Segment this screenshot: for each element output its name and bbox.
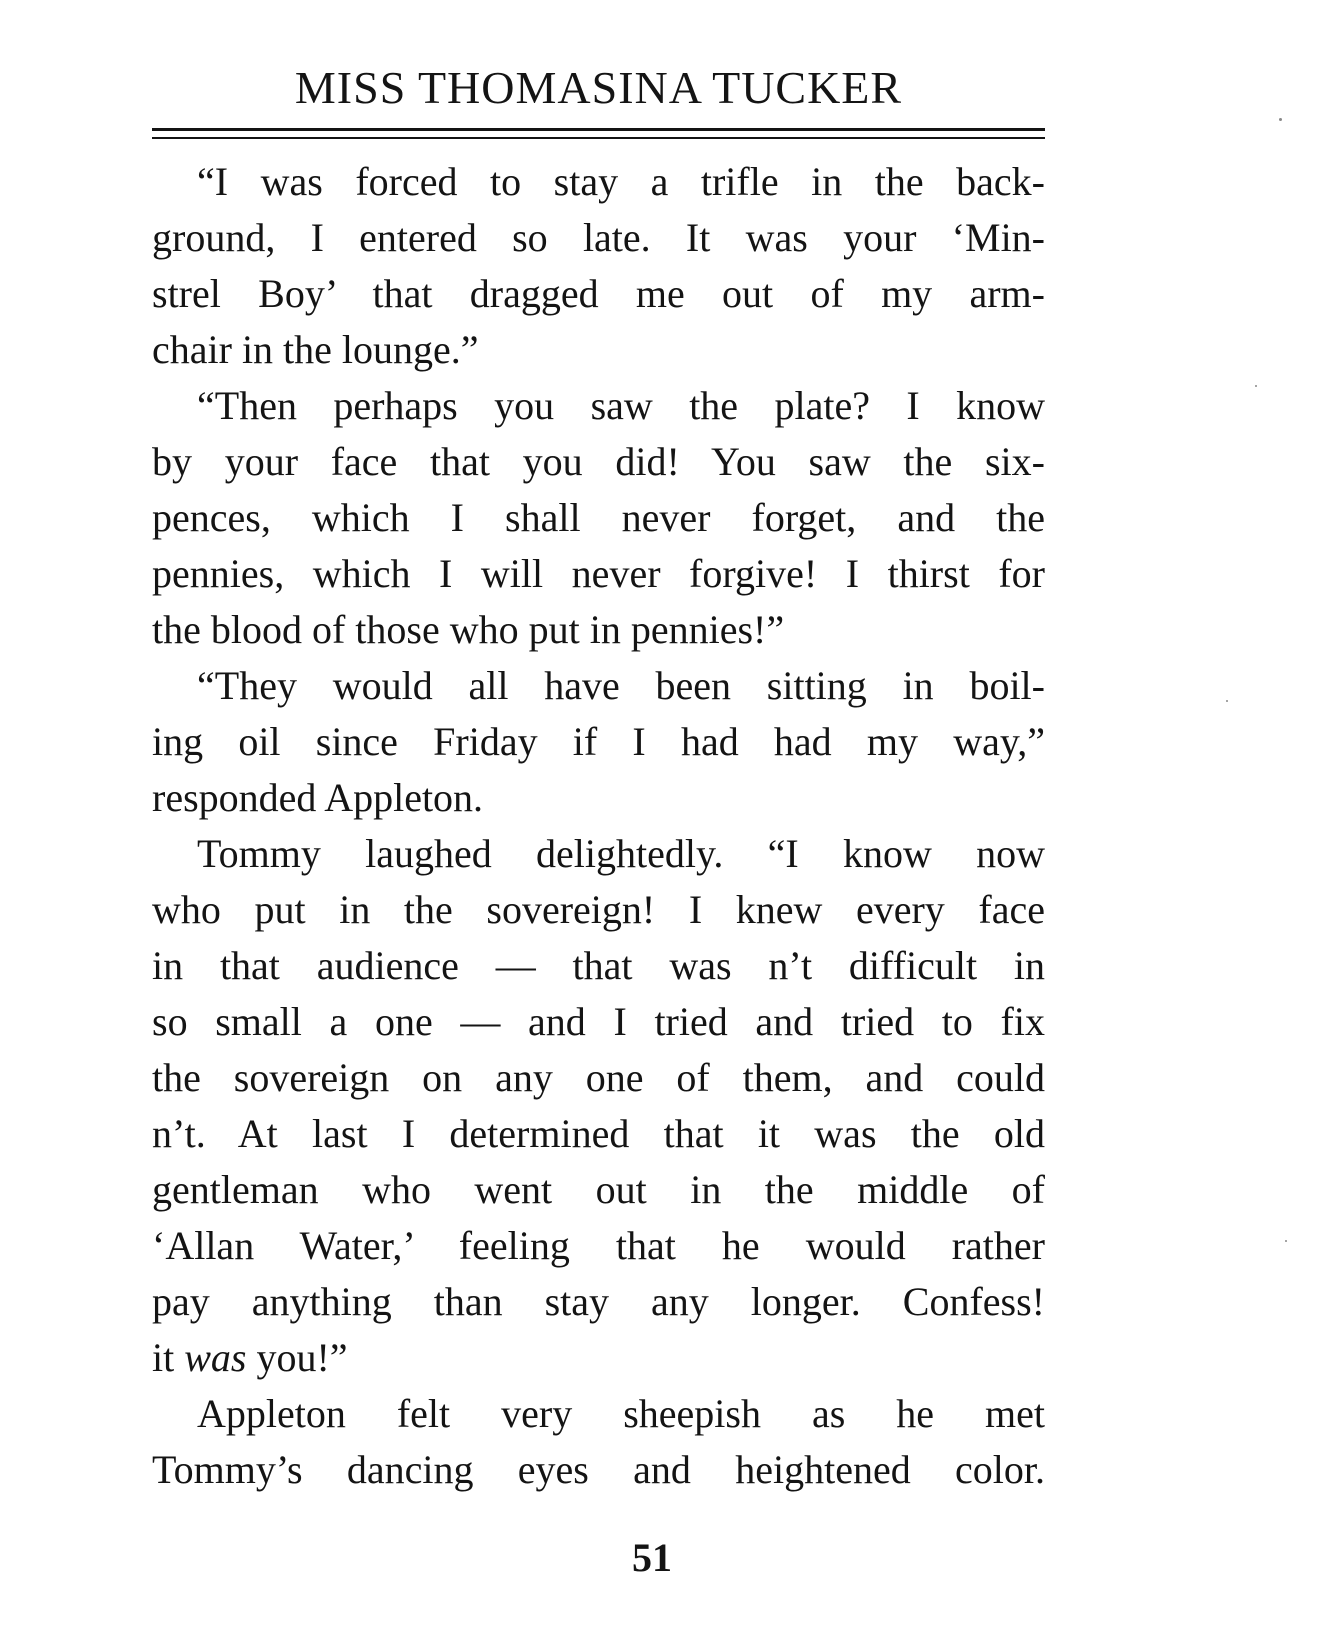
text-line: Appleton felt very sheepish as he met [197, 1391, 1045, 1436]
text-line: pences, which I shall never forget, and the [152, 495, 1045, 540]
paper-speck [1226, 700, 1228, 702]
text-line: pennies, which I will never forgive! I thirst for [152, 551, 1045, 596]
text-line: responded Appleton. [152, 775, 484, 820]
emphasis: was [184, 1335, 247, 1380]
text-line: “They would all have been sitting in boil- [197, 663, 1045, 708]
text-line: the sovereign on any one of them, and could [152, 1055, 1045, 1100]
page-number: 51 [632, 1535, 672, 1580]
text-line: chair in the lounge.” [152, 327, 479, 372]
paper-speck [1255, 385, 1257, 387]
paper-speck [1279, 118, 1282, 121]
text-line: the blood of those who put in pennies!” [152, 607, 785, 652]
text-line: gentleman who went out in the middle of [152, 1167, 1045, 1212]
text-line: “I was forced to stay a trifle in the back- [197, 159, 1045, 204]
text-line: Tommy’s dancing eyes and heightened color. [152, 1447, 1045, 1492]
running-head: MISS THOMASINA TUCKER [294, 62, 903, 113]
paper-speck [1285, 1240, 1287, 1242]
header-rule-thin [152, 137, 1045, 139]
text-line: Tommy laughed delightedly. “I know now [197, 831, 1045, 876]
text-line: so small a one — and I tried and tried to fix [152, 999, 1045, 1044]
text-line: in that audience — that was n’t difficult in [152, 943, 1045, 988]
text-line: ‘Allan Water,’ feeling that he would rather [152, 1223, 1045, 1268]
header-rule-thick [152, 128, 1045, 131]
text-line: pay anything than stay any longer. Confess! [152, 1279, 1045, 1324]
text-line: ground, I entered so late. It was your ‘Min- [152, 215, 1045, 260]
text-line: by your face that you did! You saw the six- [152, 439, 1045, 484]
text-line: “Then perhaps you saw the plate? I know [197, 383, 1045, 428]
text-line: strel Boy’ that dragged me out of my arm- [152, 271, 1045, 316]
text-line: n’t. At last I determined that it was the old [152, 1111, 1045, 1156]
text-line: ing oil since Friday if I had had my way,” [152, 719, 1045, 764]
text-line: who put in the sovereign! I knew every face [152, 887, 1045, 932]
text-line: it was you!” [152, 1335, 348, 1380]
